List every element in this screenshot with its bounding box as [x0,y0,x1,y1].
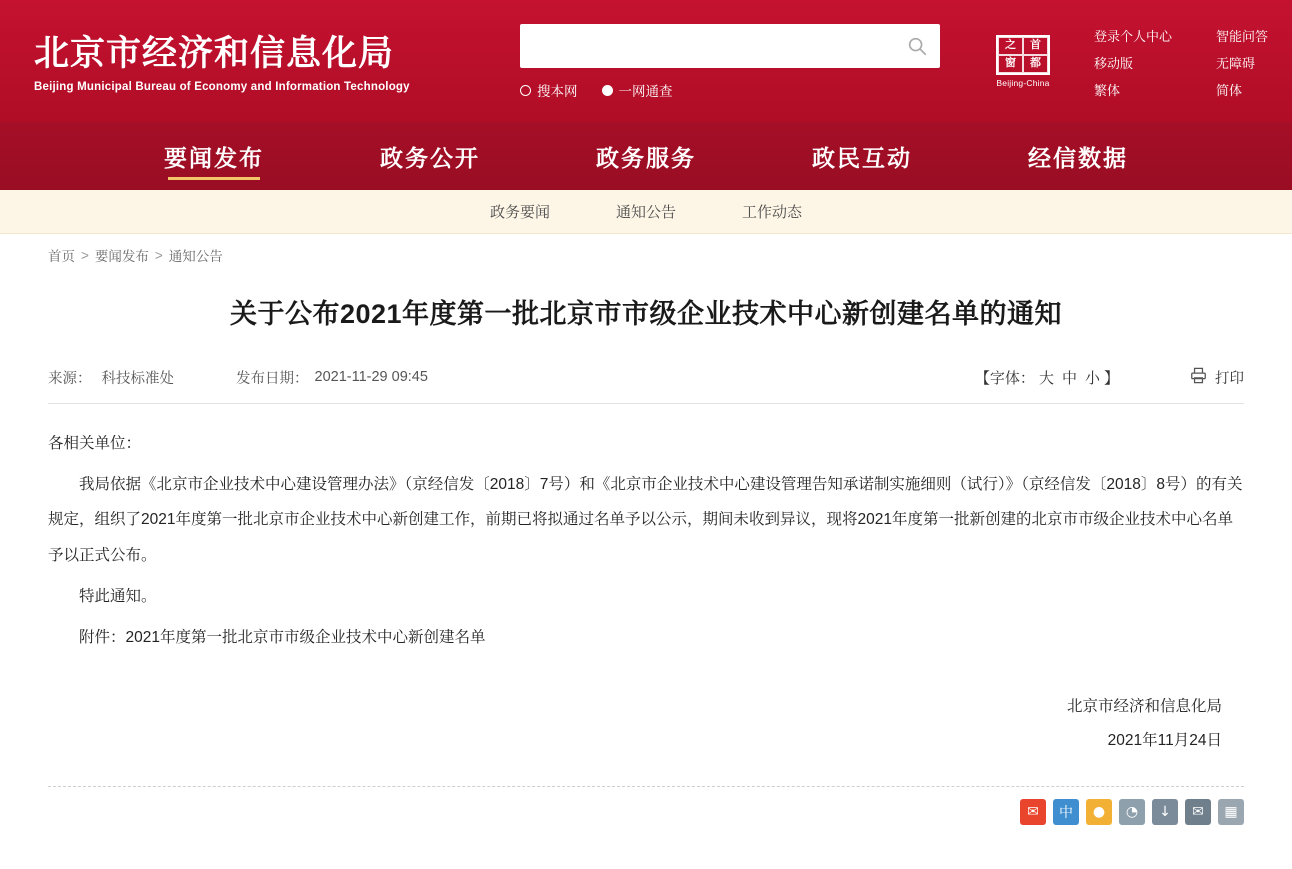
paragraph-salutation: 各相关单位： [48,434,142,452]
subnav-item-government-news[interactable]: 政务要闻 [489,204,550,221]
signature-org: 北京市经济和信息化局 [1066,697,1222,715]
search-box[interactable] [520,24,940,68]
publish-date-value: 2021-11-29 09:45 [314,369,428,386]
radio-icon [520,85,531,96]
article [0,296,1292,787]
emblem-char-1: 首 [1023,37,1048,55]
font-size-small[interactable]: 小 [1084,369,1100,387]
paragraph-main: 我局依据《北京市企业技术中心建设管理办法》（京经信发〔2018〕7号）和《北京市企业技术中心建设管理告知承诺制实施细则（试行）》（京经信发〔2018〕8号）的有关规定，组织了2021年度第一批北京市企业技术中心新创建工作，前期已将拟通过名单予以公示，期间未收到异议，现将2021年度第一批新创建的北京市市级企业技术中心名单予以正式公布。 [48,476,1243,564]
nav-item-news[interactable]: 要闻发布 [106,122,322,190]
top-link-login[interactable]: 登录个人中心 [1094,28,1173,44]
top-link-simplified[interactable]: 简体 [1216,82,1243,98]
paragraph-closing: 特此通知。 [79,588,157,606]
top-link-smart-qa[interactable]: 智能问答 [1216,28,1269,44]
search-input[interactable] [532,26,906,66]
radio-icon-selected [602,85,613,96]
print-button[interactable] [1189,366,1244,389]
download-share-icon[interactable]: ↓ [1152,799,1178,825]
emblem-caption: Beijing-China [996,77,1050,88]
font-size-medium[interactable]: 中 [1061,369,1077,387]
breadcrumb-item-home[interactable]: 首页 [48,249,75,264]
wechat-share-icon[interactable]: ✉ [1020,799,1046,825]
qzone-share-icon[interactable]: ● [1086,799,1112,825]
site-header [0,0,1292,122]
search-area [520,22,940,100]
header-utility-links [1094,24,1268,99]
top-link-accessibility[interactable]: 无障碍 [1216,55,1256,71]
search-scope-option-1[interactable] [602,80,673,100]
brand-title-en: Beijing Municipal Bureau of Economy and Information Technology [34,81,410,94]
search-scope-group [520,80,940,100]
breadcrumb [0,234,1292,276]
emblem-icon [996,35,1050,75]
nav-item-public-interaction[interactable]: 政民互动 [812,144,912,171]
subnav-item-work-updates[interactable]: 工作动态 [742,204,803,221]
attachment-link[interactable]: 附件：2021年度第一批北京市市级企业技术中心新创建名单 [79,629,486,647]
search-scope-option-0[interactable] [520,80,578,100]
top-link-traditional[interactable]: 繁体 [1094,82,1121,98]
emblem-char-3: 都 [1023,55,1048,73]
emblem-char-0: 之 [998,37,1023,55]
share-bar [0,787,1292,825]
nav-item-data[interactable]: 经信数据 [1028,144,1128,171]
search-scope-label-0: 搜本网 [537,84,578,99]
breadcrumb-separator: > [154,247,163,263]
signature-date: 2021年11月24日 [1107,731,1222,749]
font-size-label-end: 】 [1103,369,1119,387]
page-title: 关于公布2021年度第一批北京市市级企业技术中心新创建名单的通知 [229,299,1063,329]
article-signature [48,690,1244,758]
clock-share-icon[interactable]: ◔ [1119,799,1145,825]
search-icon[interactable] [906,35,928,57]
search-scope-label-1: 一网通查 [618,84,673,99]
capital-window-emblem[interactable] [986,33,1060,89]
breadcrumb-separator: > [81,247,89,263]
mail-share-icon[interactable]: ✉ [1185,799,1211,825]
source-value: 科技标准处 [101,370,174,387]
source-label: 来源： [48,370,92,387]
sub-nav [0,190,1292,234]
article-body [48,426,1244,656]
breadcrumb-item-announcements[interactable]: 通知公告 [168,249,223,264]
main-nav [0,122,1292,190]
brand-title-cn: 北京市经济和信息化局 [34,33,395,73]
print-label: 打印 [1215,370,1244,387]
nav-item-government-disclosure[interactable]: 政务公开 [380,144,480,171]
font-size-label: 【字体： [974,369,1035,387]
breadcrumb-item-news[interactable]: 要闻发布 [94,249,149,264]
more-share-icon[interactable]: ▦ [1218,799,1244,825]
printer-icon [1189,366,1208,389]
article-meta [48,366,1244,404]
site-brand[interactable] [34,29,474,93]
publish-date-label: 发布日期： [236,370,309,387]
subnav-item-announcements[interactable]: 通知公告 [615,204,676,221]
font-size-control [975,367,1119,388]
emblem-char-2: 窗 [998,55,1023,73]
nav-item-government-services[interactable]: 政务服务 [596,144,696,171]
top-link-mobile[interactable]: 移动版 [1094,55,1134,71]
font-size-large[interactable]: 大 [1038,369,1054,387]
sina-weibo-share-icon[interactable]: 中 [1053,799,1079,825]
